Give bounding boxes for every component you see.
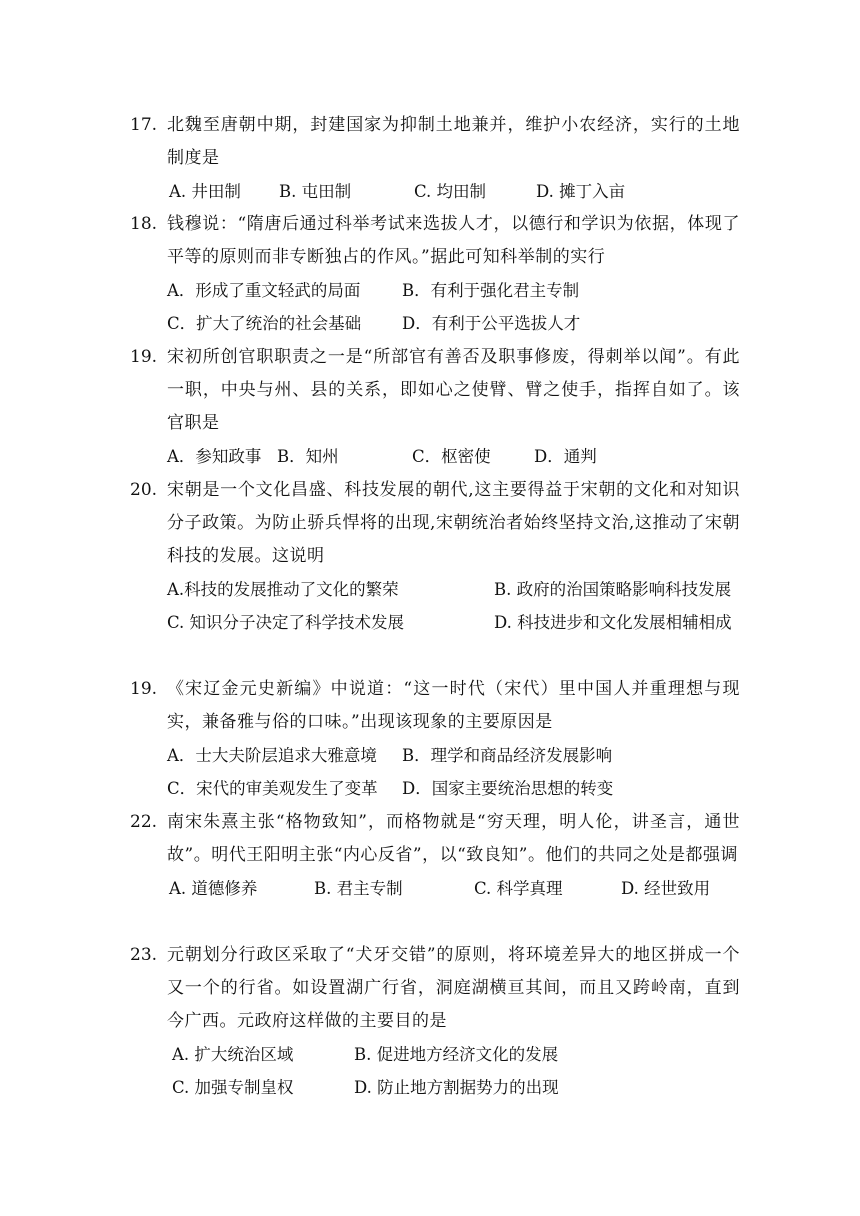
- option-a: A. 道德修养: [169, 879, 258, 898]
- question-stem: 南宋朱熹主张“格物致知”，而格物就是“穷天理，明人伦，讲圣言，通世故”。明代王阳明主张“内心反省”，以“致良知”。他们的共同之处是都强调: [167, 812, 740, 865]
- option-c: C．枢密使: [412, 447, 491, 466]
- question-19-second: [130, 673, 740, 805]
- option-b: B．有利于强化君主专制: [402, 281, 580, 300]
- option-b: B．知州: [277, 447, 339, 466]
- question-number: 22.: [130, 812, 158, 832]
- option-a: A．参知政事: [167, 447, 262, 466]
- option-c: C. 知识分子决定了科学技术发展: [167, 613, 405, 632]
- option-a: A.科技的发展推动了文化的繁荣: [167, 580, 399, 599]
- option-d: D. 经世致用: [621, 879, 711, 898]
- options: [167, 739, 740, 805]
- question-number: 19.: [130, 347, 158, 367]
- question-20: [130, 474, 740, 639]
- options: [167, 573, 740, 639]
- option-b: B. 促进地方经济文化的发展: [354, 1045, 559, 1064]
- option-d: D. 防止地方割据势力的出现: [354, 1078, 559, 1097]
- option-d: D. 科技进步和文化发展相辅相成: [494, 613, 732, 632]
- option-a: A．形成了重文轻武的局面: [167, 281, 361, 300]
- option-c: C. 均田制: [414, 182, 487, 201]
- question-number: 19.: [130, 679, 158, 699]
- option-c: C. 加强专制皇权: [172, 1078, 294, 1097]
- question-stem: 元朝划分行政区采取了“犬牙交错”的原则，将环境差异大的地区拼成一个又一个的行省。如设置湖广行省，洞庭湖横亘其间，而且又跨岭南，直到今广西。元政府这样做的主要目的是: [167, 945, 740, 1031]
- options: [172, 1038, 740, 1104]
- option-c: C．扩大了统治的社会基础: [167, 314, 362, 333]
- question-17: [130, 109, 740, 208]
- question-number: 23.: [130, 945, 158, 965]
- option-c: C. 科学真理: [474, 879, 563, 898]
- question-number: 20.: [130, 480, 158, 500]
- question-23: [130, 939, 740, 1104]
- option-d: D．通判: [534, 447, 597, 466]
- question-stem: 北魏至唐朝中期，封建国家为抑制土地兼并，维护小农经济，实行的土地制度是: [167, 115, 740, 168]
- option-d: D．国家主要统治思想的转变: [402, 779, 614, 798]
- option-c: C．宋代的审美观发生了变革: [167, 779, 378, 798]
- question-number: 18.: [130, 214, 158, 234]
- option-d: D．有利于公平选拔人才: [402, 314, 581, 333]
- option-a: A. 井田制: [169, 182, 241, 201]
- option-b: B. 政府的治国策略影响科技发展: [494, 580, 732, 599]
- question-19: [130, 341, 740, 473]
- option-b: B．理学和商品经济发展影响: [402, 746, 613, 765]
- options: [167, 440, 740, 473]
- options: [167, 872, 740, 905]
- question-stem: 宋朝是一个文化昌盛、科技发展的朝代,这主要得益于宋朝的文化和对知识分子政策。为防止骄兵悍将的出现,宋朝统治者始终坚持文治,这推动了宋朝科技的发展。这说明: [167, 480, 740, 566]
- question-number: 17.: [130, 115, 158, 135]
- question-stem: 钱穆说：“隋唐后通过科举考试来选拔人才，以德行和学识为依据，体现了平等的原则而非专断独占的作风。”据此可知科举制的实行: [167, 214, 740, 267]
- question-stem: 宋初所创官职职责之一是“所部官有善否及职事修废，得刺举以闻”。有此一职，中央与州、县的关系，即如心之使臂、臂之使手，指挥自如了。该官职是: [167, 347, 740, 433]
- option-a: A. 扩大统治区域: [172, 1045, 294, 1064]
- option-a: A．士大夫阶层追求大雅意境: [167, 746, 377, 765]
- option-b: B. 屯田制: [279, 182, 352, 201]
- question-stem: 《宋辽金元史新编》中说道：“这一时代（宋代）里中国人并重理想与现实，兼备雅与俗的口味。”出现该现象的主要原因是: [167, 679, 740, 732]
- question-22: [130, 806, 740, 905]
- option-b: B. 君主专制: [314, 879, 403, 898]
- options: [167, 274, 740, 340]
- options: [167, 175, 740, 208]
- question-18: [130, 208, 740, 340]
- option-d: D. 摊丁入亩: [536, 182, 626, 201]
